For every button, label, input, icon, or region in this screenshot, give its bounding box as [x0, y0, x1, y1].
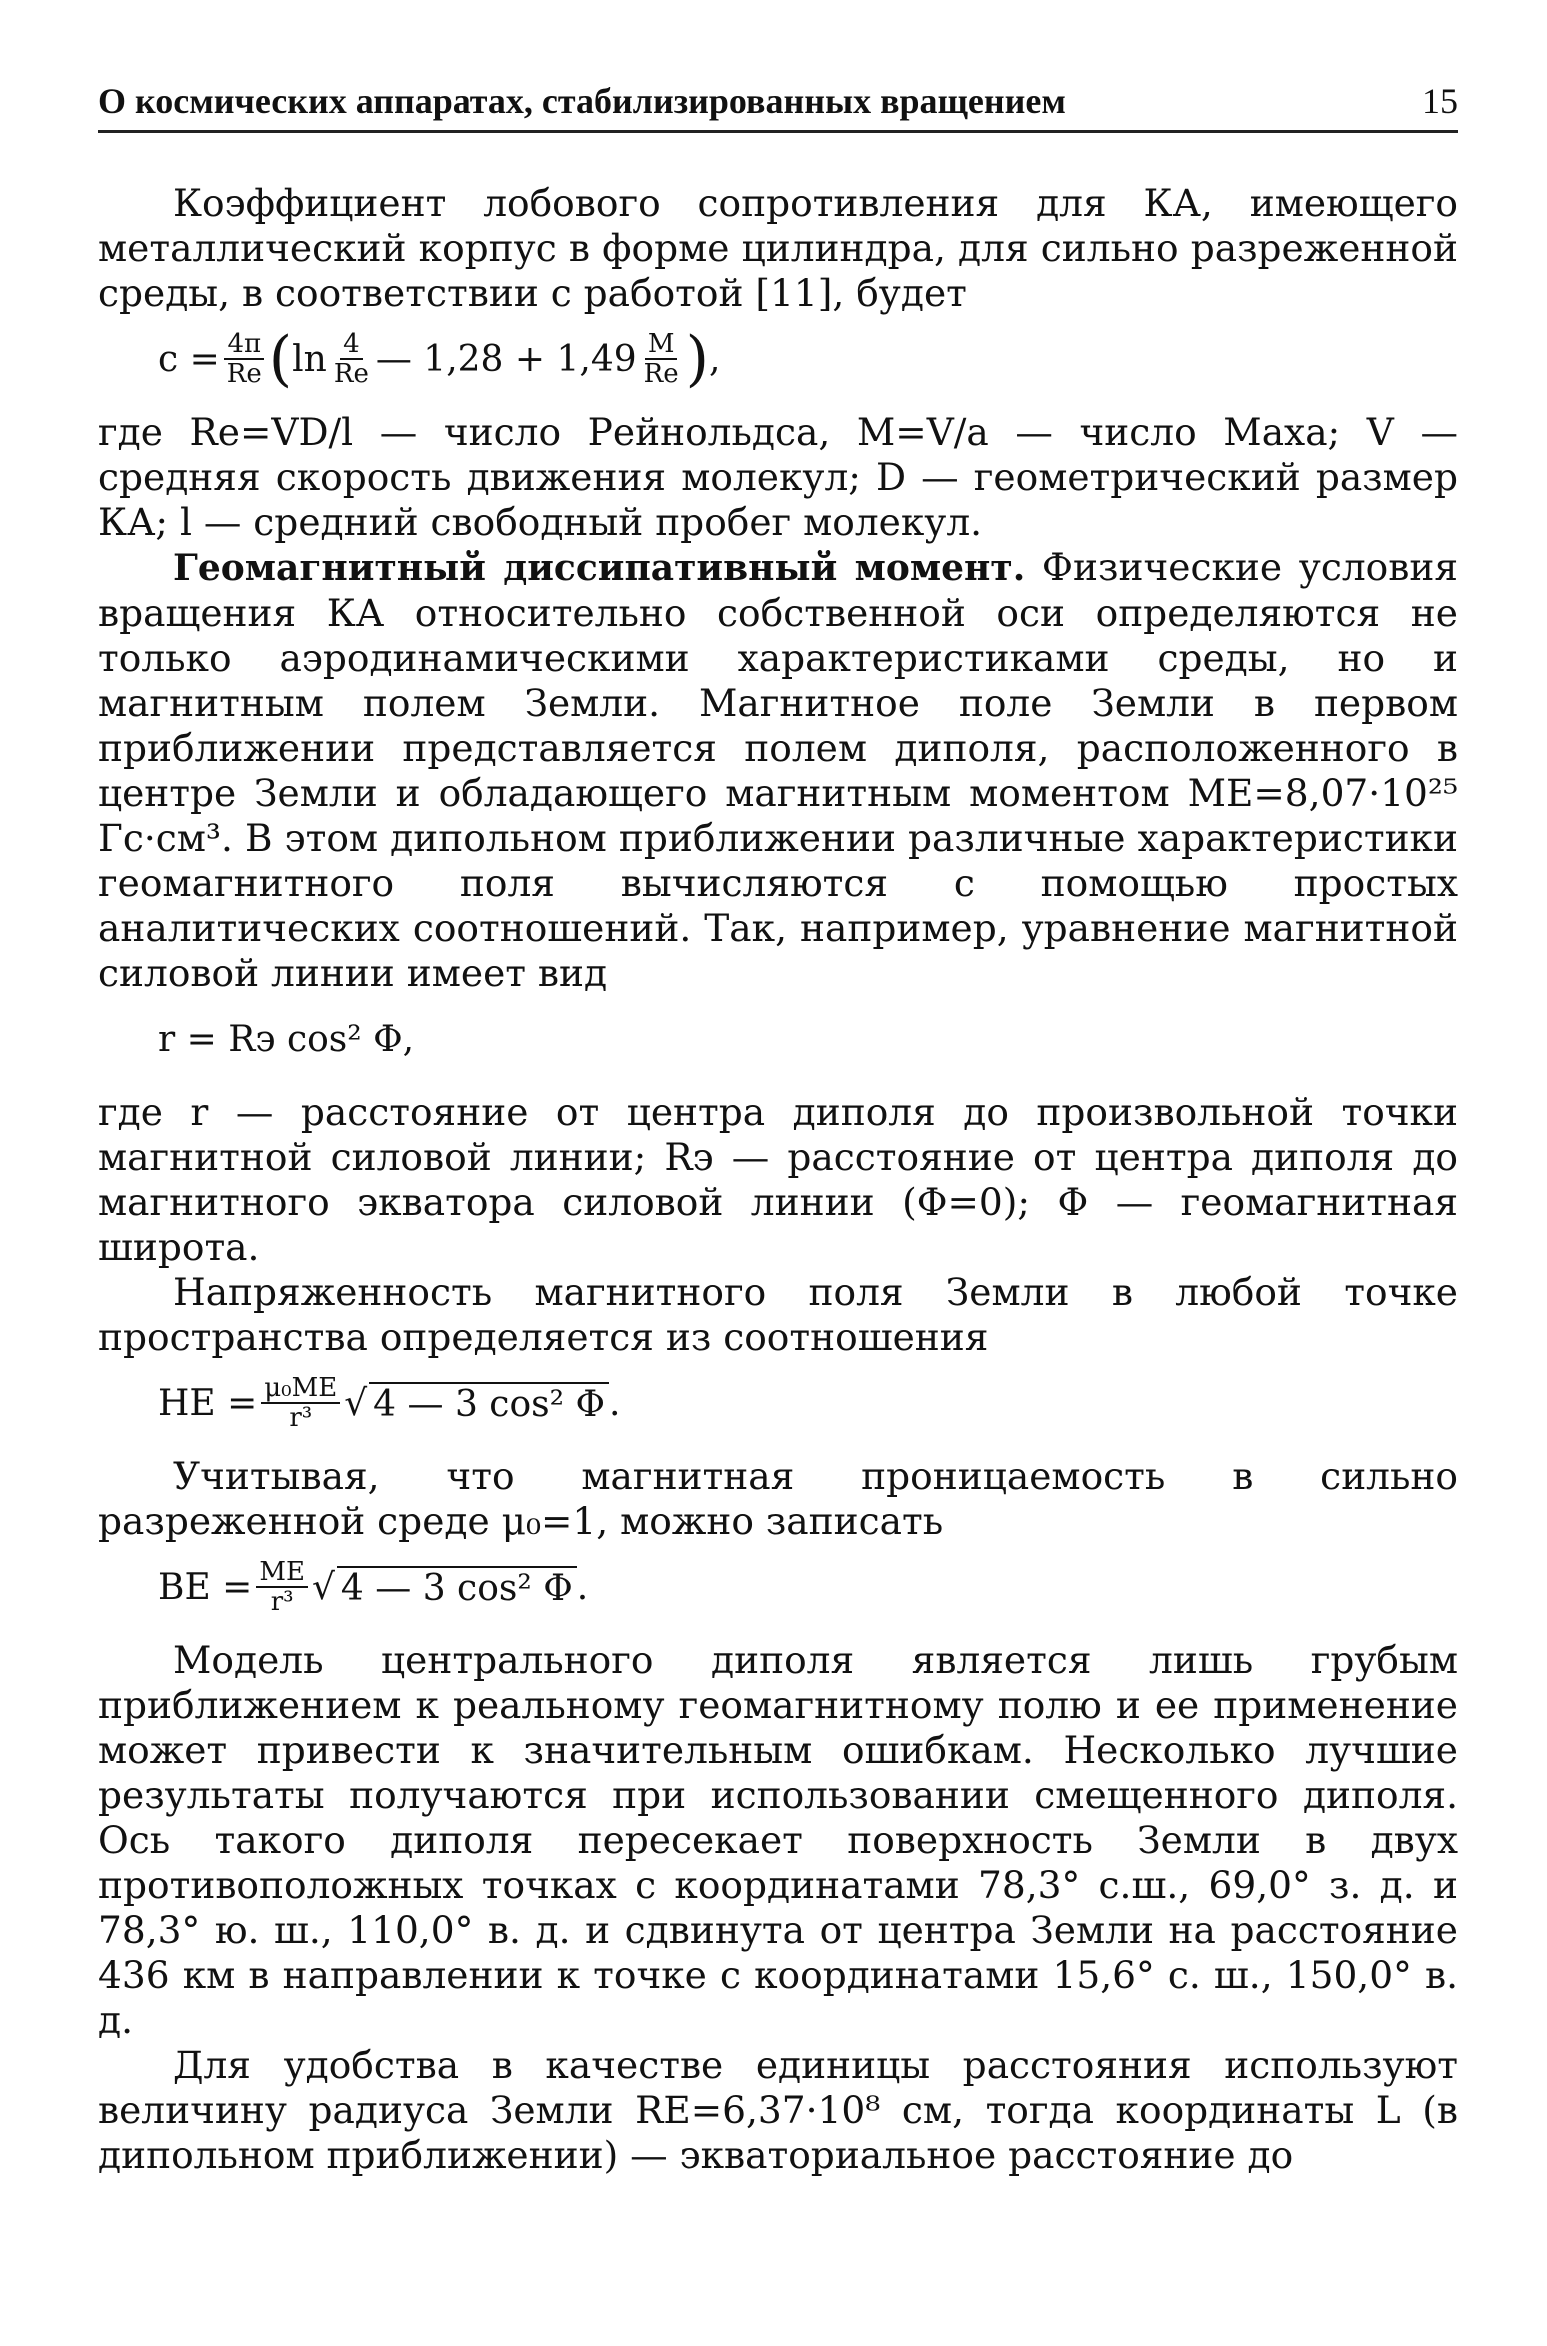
- formula-field-strength: [158, 1370, 1458, 1436]
- formula-field-line: [158, 1006, 1458, 1072]
- right-paren: ): [685, 324, 710, 394]
- sqrt-sign: √: [344, 1382, 368, 1424]
- formula-tail: ,: [709, 338, 721, 380]
- paragraph-definitions: где Re=VD/l — число Рейнольдса, M=V/a — число Маха; V — средняя скорость движения молекул; D — геометрический размер КА; l — средний свободный пробег молекул.: [98, 410, 1458, 544]
- paragraph-permeability: Учитывая, что магнитная проницаемость в сильно разреженной среде μ₀=1, можно записать: [98, 1454, 1458, 1543]
- fraction: [256, 1558, 308, 1616]
- fraction: [224, 330, 265, 388]
- denominator: Re: [643, 359, 679, 389]
- sqrt-radicand: 4 — 3 cos² Φ: [337, 1566, 577, 1609]
- numerator: 4: [340, 330, 363, 360]
- formula-lhs: HE =: [158, 1382, 258, 1424]
- fraction: [261, 1374, 340, 1432]
- formula-tail: .: [576, 1566, 589, 1608]
- paragraph-earth-radius: Для удобства в качестве единицы расстояния используют величину радиуса Земли RE=6,37·10⁸ см, тогда координаты L (в дипольном приближении) — экваториальное расстояние до: [98, 2043, 1458, 2177]
- formula-lhs: c =: [158, 338, 220, 380]
- formula-drag-coefficient: [158, 326, 1458, 392]
- numerator: μ₀ME: [261, 1374, 340, 1404]
- numerator: M: [645, 330, 678, 360]
- left-paren: (: [268, 324, 293, 394]
- sqrt-radicand: 4 — 3 cos² Φ: [369, 1382, 609, 1425]
- page-number: 15: [1422, 81, 1458, 121]
- sqrt-sign: √: [311, 1566, 335, 1608]
- book-page: [98, 80, 1458, 2178]
- formula-text: r = Rэ cos² Φ,: [158, 1018, 415, 1060]
- formula-tail: .: [609, 1382, 621, 1424]
- section-runin-heading: Геомагнитный диссипативный момент.: [173, 547, 1026, 589]
- ln-operator: ln: [292, 338, 327, 380]
- fraction: [641, 330, 682, 388]
- formula-middle: — 1,28 + 1,49: [375, 338, 637, 380]
- paragraph-field-line-definitions: где r — расстояние от центра диполя до произвольной точки магнитной силовой линии; Rэ — расстояние от центра диполя до магнитного экватора силовой линии (Φ=0); Φ — геомагнитная широта.: [98, 1090, 1458, 1269]
- paragraph-text: Физические условия вращения КА относительно собственной оси определяются не только аэродинамическими характеристиками среды, но и магнитным полем Земли. Магнитное поле Земли в первом приближении представляется полем диполя, расположенного в центре Земли и обладающего магнитным моментом ME=8,07·10²⁵ Гс·см³. В этом дипольном приближении различные характеристики геомагнитного поля вычисляются с помощью простых аналитических соотношений. Так, например, уравнение магнитной силовой линии имеет вид: [98, 545, 1459, 995]
- paragraph-central-dipole: Модель центрального диполя является лишь грубым приближением к реальному геомагнитному полю и ее применение может привести к значительным ошибкам. Несколько лучшие результаты получаются при использовании смещенного диполя. Ось такого диполя пересекает поверхность Земли в двух противоположных точках с координатами 78,3° с.ш., 69,0° з. д. и 78,3° ю. ш., 110,0° в. д. и сдвинута от центра Земли на расстояние 436 км в направлении к точке с координатами 15,6° с. ш., 150,0° в. д.: [98, 1638, 1458, 2042]
- paragraph-drag-coefficient: Коэффициент лобового сопротивления для КА, имеющего металлический корпус в форме цилиндра, для сильно разреженной среды, в соответствии с работой [11], будет: [98, 181, 1458, 315]
- numerator: 4π: [224, 330, 264, 360]
- formula-lhs: BE =: [158, 1566, 253, 1608]
- running-header: [98, 80, 1458, 133]
- running-title: О космических аппаратах, стабилизированных вращением: [98, 81, 1066, 121]
- fraction: [331, 330, 372, 388]
- denominator: r³: [270, 1587, 294, 1617]
- denominator: Re: [333, 359, 369, 389]
- denominator: Re: [226, 359, 262, 389]
- denominator: r³: [289, 1403, 313, 1433]
- numerator: ME: [256, 1558, 308, 1588]
- formula-induction: [158, 1554, 1458, 1620]
- paragraph-geomagnetic: [98, 545, 1458, 996]
- paragraph-field-strength: Напряженность магнитного поля Земли в любой точке пространства определяется из соотношения: [98, 1270, 1458, 1359]
